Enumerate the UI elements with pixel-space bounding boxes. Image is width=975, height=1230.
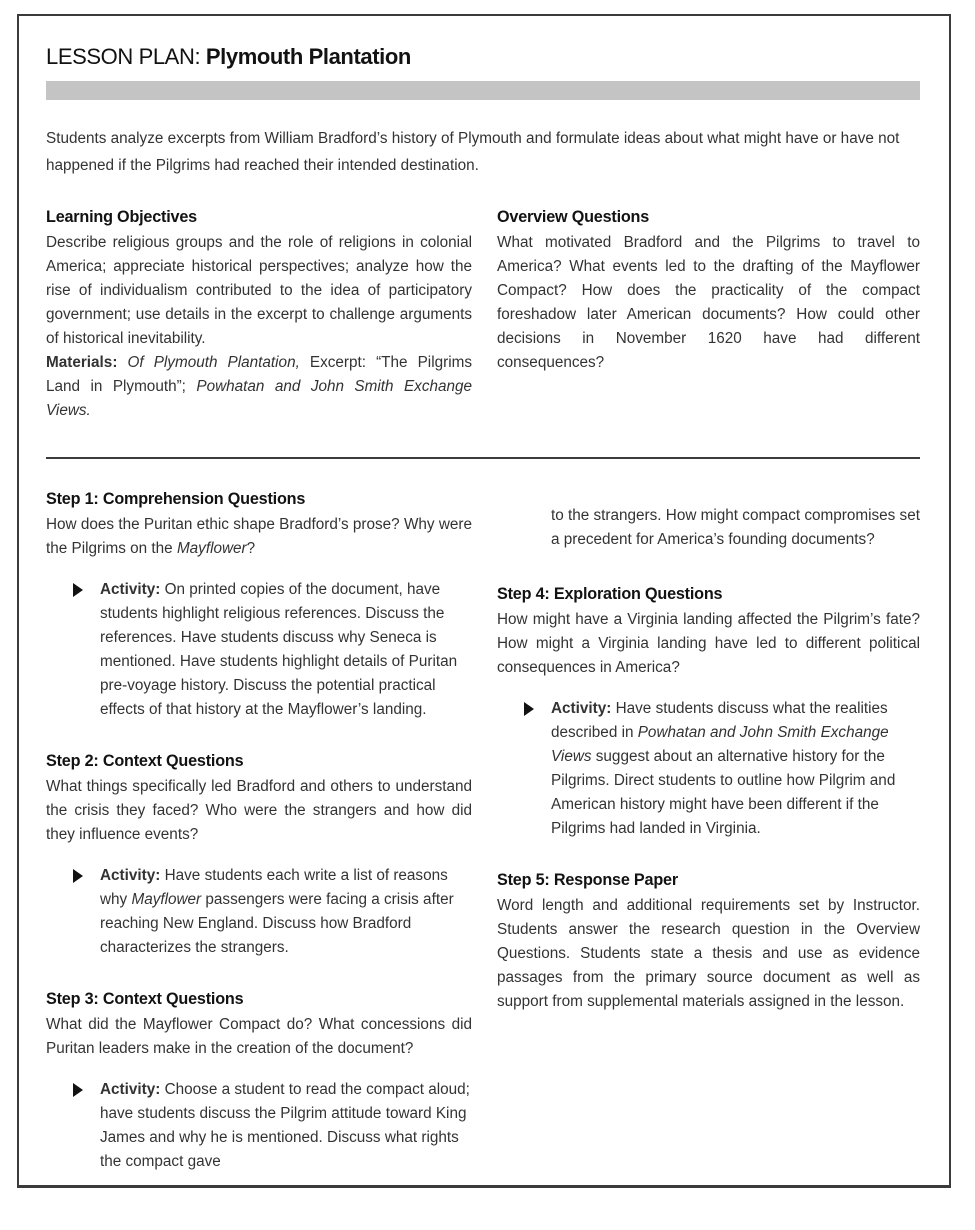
step-3-activity-text: Activity: Choose a student to read the compact aloud; have students discuss the Pilgrim attitude toward King James and why he is mentioned. Discuss what rights the compact gave [100, 1081, 470, 1170]
learning-objectives-section [46, 206, 472, 423]
learning-objectives-heading: Learning Objectives [46, 208, 197, 226]
step-1-section [46, 488, 472, 722]
learning-objectives-body: Describe religious groups and the role of religions in colonial America; appreciate historical perspectives; analyze how the rise of individualism contributed to the idea of participatory government; use details in the excerpt to challenge arguments of historical inevitability. [46, 234, 472, 347]
step-3-section [46, 988, 472, 1174]
title-name: Plymouth Plantation [205, 44, 411, 69]
activity-bullet-icon [524, 702, 534, 716]
page-title [46, 45, 920, 69]
overview-questions-body: What motivated Bradford and the Pilgrims to travel to America? What events led to the drafting of the Mayflower Compact? How does the practicality of the compact foreshadow later American documents? How could other decisions in November 1620 have had different consequences? [497, 234, 920, 371]
activity-bullet-icon [73, 1083, 83, 1097]
materials-line: Materials: Of Plymouth Plantation, Excerpt: “The Pilgrims Land in Plymouth”; Powhatan and John Smith Exchange Views. [46, 354, 473, 419]
step-2-activity [46, 864, 472, 960]
step-1-heading: Step 1: Comprehension Questions [46, 490, 306, 508]
step-3-activity [46, 1078, 472, 1174]
step-5-section [497, 869, 920, 1014]
steps-section [46, 488, 920, 1188]
step-3-heading: Step 3: Context Questions [46, 990, 244, 1008]
activity-bullet-icon [73, 869, 83, 883]
step-2-section [46, 750, 472, 960]
steps-right-column [497, 488, 920, 1188]
step-4-section [497, 583, 920, 841]
step-4-questions: How might have a Virginia landing affected the Pilgrim’s fate? How might a Virginia landing have led to different political consequences in America? [497, 611, 920, 676]
overview-section [46, 206, 920, 423]
steps-left-column [46, 488, 472, 1188]
overview-questions-heading: Overview Questions [497, 208, 650, 226]
step-2-activity-text: Activity: Have students each write a list of reasons why Mayflower passengers were facing a crisis after reaching New England. Discuss how Bradford characterizes the strangers. [100, 867, 454, 956]
step-5-heading: Step 5: Response Paper [497, 871, 678, 889]
title-underline-bar [46, 81, 920, 100]
step-2-questions: What things specifically led Bradford and others to understand the crisis they faced? Who were the strangers and how did they influence events? [46, 778, 472, 843]
step-4-heading: Step 4: Exploration Questions [497, 585, 723, 603]
intro-paragraph: Students analyze excerpts from William Bradford’s history of Plymouth and formulate ideas about what might have or have not happened if the Pilgrims had reached their intended destination. [46, 130, 900, 174]
page-frame [17, 14, 951, 1188]
step-4-activity-text: Activity: Have students discuss what the realities described in Powhatan and John Smith Exchange Views suggest about an alternative history for the Pilgrims. Direct students to outline how Pilgrim and American history might have been different if the Pilgrims had landed in Virginia. [551, 700, 896, 837]
step-5-body: Word length and additional requirements set by Instructor. Students answer the research question in the Overview Questions. Students state a thesis and use as evidence passages from the primary source document as well as support from supplemental materials assigned in the lesson. [497, 897, 920, 1010]
step-4-activity [497, 697, 920, 841]
activity-bullet-icon [73, 583, 83, 597]
overview-questions-section [497, 206, 920, 423]
step-3-activity-continuation: to the strangers. How might compact compromises set a precedent for America’s founding documents? [551, 507, 920, 548]
step-1-activity [46, 578, 472, 722]
step-1-activity-text: Activity: On printed copies of the document, have students highlight religious references. Discuss the references. Have students discuss why Seneca is mentioned. Have students highlight details of Puritan pre-voyage history. Discuss the potential practical effects of that history at the Mayflower’s landing. [100, 581, 458, 718]
step-3-questions: What did the Mayflower Compact do? What concessions did Puritan leaders make in the creation of the document? [46, 1016, 472, 1057]
step-1-questions: How does the Puritan ethic shape Bradford’s prose? Why were the Pilgrims on the Mayflower? [46, 516, 472, 557]
section-divider [46, 457, 920, 459]
title-prefix: LESSON PLAN: [46, 44, 206, 69]
step-2-heading: Step 2: Context Questions [46, 752, 244, 770]
